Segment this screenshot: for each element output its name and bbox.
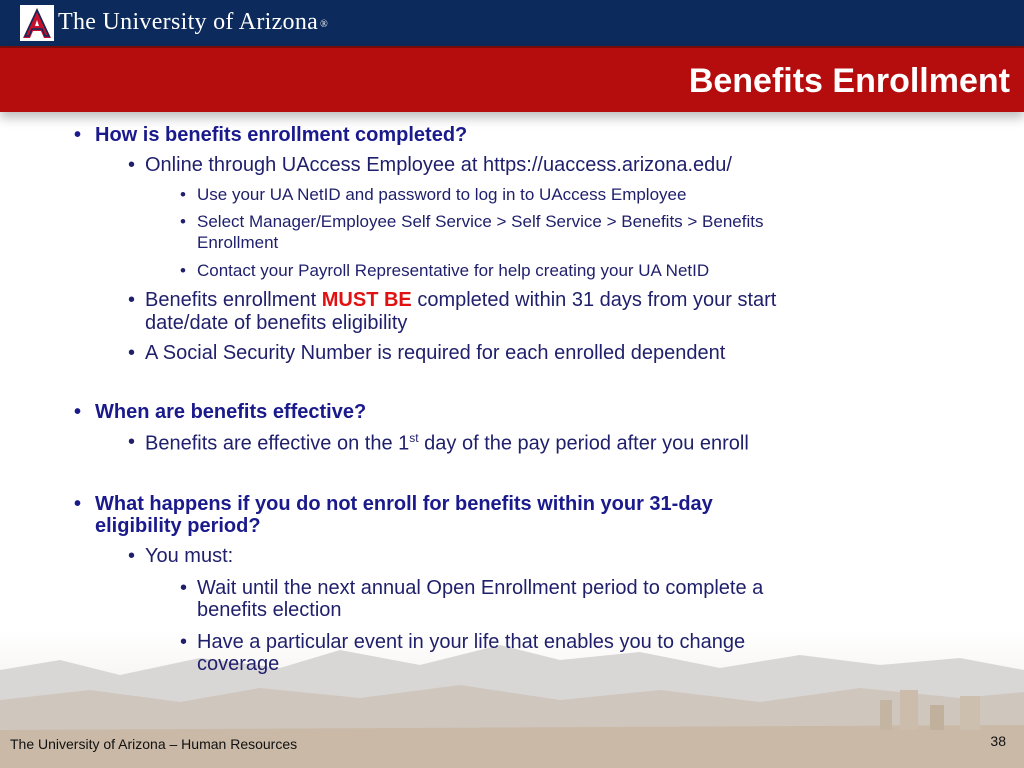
bullet-item: • bbox=[180, 261, 186, 280]
answer-ssn: A Social Security Number is required for each enrolled dependent bbox=[145, 342, 726, 364]
bullet-item: • bbox=[128, 342, 136, 364]
bullet-item: • bbox=[180, 212, 186, 231]
answer-path-line1: Select Manager/Employee Self Service > Self Service > Benefits > Benefits bbox=[197, 212, 764, 231]
answer-path-line2: Enrollment bbox=[197, 233, 279, 252]
answer-contact: Contact your Payroll Representative for help creating your UA NetID bbox=[197, 261, 710, 280]
bullet-item: • bbox=[180, 185, 186, 204]
bullet-item: • bbox=[128, 545, 136, 567]
bullet-item: • bbox=[180, 577, 188, 599]
answer-open-enrollment-line2: benefits election bbox=[197, 599, 342, 621]
bullet-item: • bbox=[180, 631, 188, 653]
bullet-item: • bbox=[128, 289, 136, 311]
answer-online: Online through UAccess Employee at https://uaccess.arizona.edu/ bbox=[145, 154, 732, 176]
answer-deadline-line2: date/date of benefits eligibility bbox=[145, 312, 408, 334]
bullet-item: • bbox=[128, 431, 136, 453]
slide-title: Benefits Enrollment bbox=[688, 62, 1010, 100]
bullet-item: • bbox=[74, 124, 82, 146]
answer-life-event-line2: coverage bbox=[197, 653, 280, 675]
question-1: How is benefits enrollment completed? bbox=[95, 124, 468, 146]
answer-life-event-line1: Have a particular event in your life that enables you to change bbox=[197, 631, 746, 653]
answer-netid: Use your UA NetID and password to log in to UAccess Employee bbox=[197, 185, 687, 204]
bullet-item: • bbox=[128, 154, 136, 176]
answer-open-enrollment-line1: Wait until the next annual Open Enrollment period to complete a bbox=[197, 577, 764, 599]
bullet-item: • bbox=[74, 401, 82, 423]
footer-organization: The University of Arizona – Human Resources bbox=[10, 736, 298, 752]
question-2: When are benefits effective? bbox=[95, 401, 367, 423]
question-3-line1: What happens if you do not enroll for benefits within your 31-day bbox=[95, 493, 713, 515]
university-name: The University of Arizona ® bbox=[58, 9, 329, 35]
question-3-line2: eligibility period? bbox=[95, 515, 261, 537]
answer-deadline-line1: Benefits enrollment MUST BE completed within 31 days from your start bbox=[145, 289, 777, 311]
page-number: 38 bbox=[990, 733, 1006, 749]
must-be-emphasis: MUST BE bbox=[321, 289, 412, 311]
answer-you-must: You must: bbox=[145, 545, 234, 567]
bullet-item: • bbox=[74, 493, 82, 515]
answer-effective: Benefits are effective on the 1st day of the pay period after you enroll bbox=[145, 431, 749, 455]
